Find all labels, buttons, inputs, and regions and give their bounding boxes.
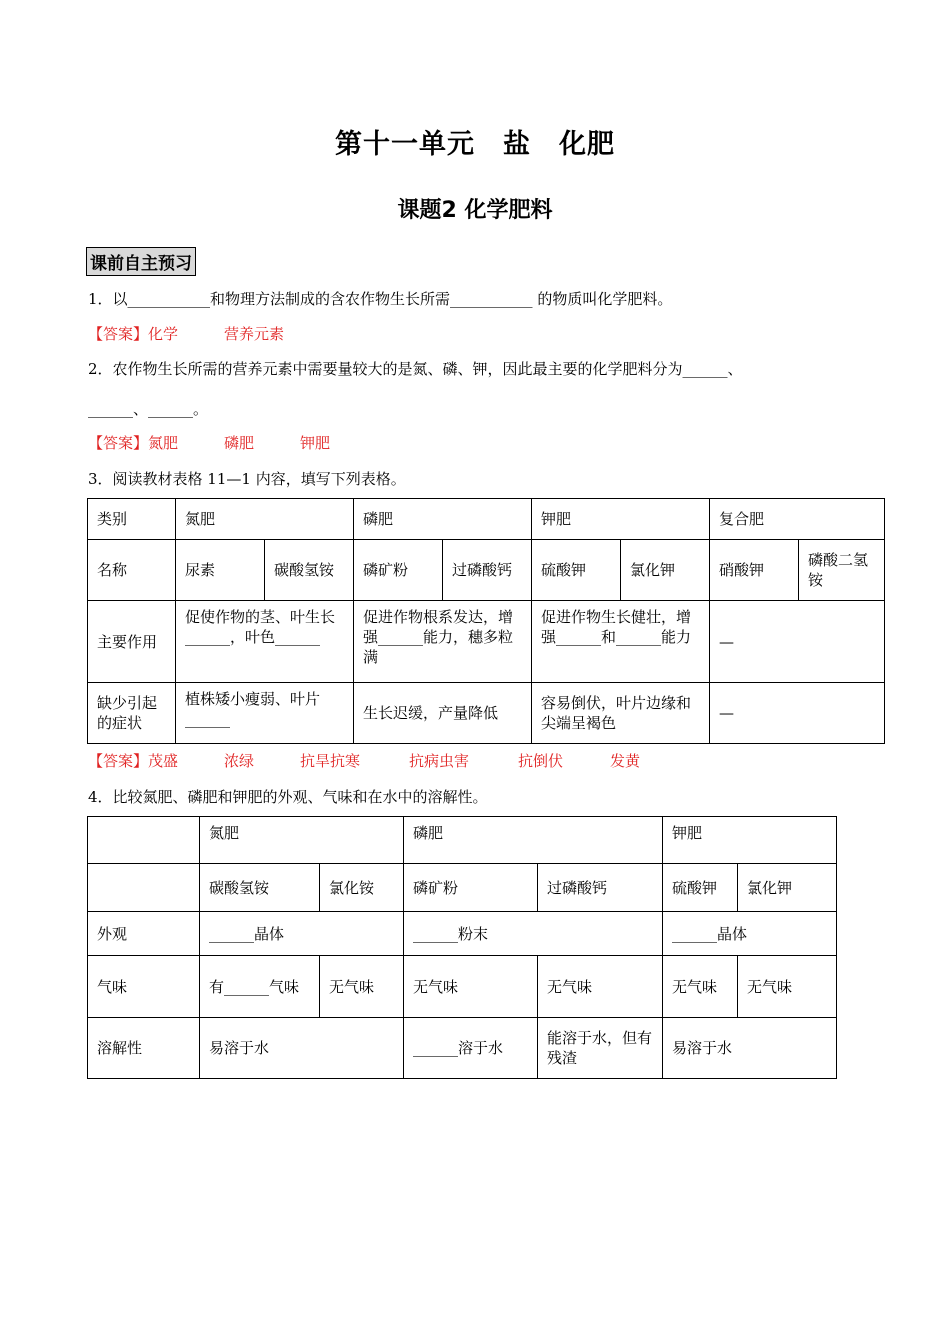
table-cell: 类别: [88, 499, 176, 540]
table-cell: 生长迟缓，产量降低: [354, 683, 532, 744]
table-cell: 气味: [88, 956, 200, 1018]
answer-item: 抗旱抗寒: [300, 752, 361, 770]
table-cell: 氯化钾: [621, 540, 710, 601]
table-cell: 易溶于水: [663, 1018, 837, 1079]
table-cell: 硫酸钾: [532, 540, 621, 601]
table-cell: 无气味: [738, 956, 837, 1018]
table-cell: —: [710, 601, 885, 683]
table-cell: 氯化铵: [320, 864, 404, 912]
table-cell: [88, 817, 200, 864]
answer-item: 浓绿: [224, 752, 255, 770]
question-4: 4．比较氮肥、磷肥和钾肥的外观、气味和在水中的溶解性。: [88, 788, 488, 806]
page-title: 第十一单元 盐 化肥: [335, 129, 615, 160]
table-cell: 硝酸钾: [710, 540, 799, 601]
table-cell: 溶解性: [88, 1018, 200, 1079]
table-cell: 磷肥: [404, 817, 663, 864]
question-3: 3．阅读教材表格 11—1 内容，填写下列表格。: [88, 470, 406, 488]
table-cell: 缺少引起的症状: [88, 683, 176, 744]
answer-label: 【答案】: [88, 434, 149, 452]
table-row: [88, 540, 885, 601]
table-cell: 促进作物根系发达，增强______能力，穗多粒满: [354, 601, 532, 683]
table-cell: 磷矿粉: [404, 864, 538, 912]
table-row: [88, 956, 837, 1018]
answer-item: 茂盛: [148, 752, 179, 770]
table-cell: ______晶体: [200, 912, 404, 956]
table-cell: 无气味: [663, 956, 738, 1018]
answer-item: 钾肥: [300, 434, 331, 452]
table-cell: 植株矮小瘦弱、叶片______: [176, 683, 354, 744]
table-cell: 过磷酸钙: [538, 864, 663, 912]
table-row: [88, 1018, 837, 1079]
table-cell: 复合肥: [710, 499, 885, 540]
table-row: [88, 601, 885, 683]
table-cell: 促进作物生长健壮，增强______和______能力: [532, 601, 710, 683]
table-cell: ______溶于水: [404, 1018, 538, 1079]
answer-item: 发黄: [610, 752, 641, 770]
table-cell: 氮肥: [200, 817, 404, 864]
fertilizer-table: [87, 498, 885, 744]
table-cell: ______晶体: [663, 912, 837, 956]
table-row: [88, 817, 837, 864]
answer-label: 【答案】: [88, 325, 149, 343]
table-cell: 无气味: [404, 956, 538, 1018]
table-cell: 过磷酸钙: [443, 540, 532, 601]
table-cell: 磷肥: [354, 499, 532, 540]
answer-1: [88, 323, 284, 344]
table-cell: 外观: [88, 912, 200, 956]
table-cell: 磷酸二氢铵: [799, 540, 885, 601]
table-cell: ______粉末: [404, 912, 663, 956]
table-cell: 磷矿粉: [354, 540, 443, 601]
answer-2: [88, 432, 330, 453]
table-cell: 促使作物的茎、叶生长______，叶色______: [176, 601, 354, 683]
table-cell: 氯化钾: [738, 864, 837, 912]
table-row: [88, 683, 885, 744]
table-cell: 碳酸氢铵: [265, 540, 354, 601]
table-cell: 硫酸钾: [663, 864, 738, 912]
table-cell: 无气味: [320, 956, 404, 1018]
lesson-subtitle: 课题2 化学肥料: [397, 198, 553, 223]
answer-item: 抗倒伏: [518, 752, 564, 770]
question-2-line-1: 2．农作物生长所需的营养元素中需要量较大的是氮、磷、钾，因此最主要的化学肥料分为______、: [88, 360, 743, 378]
answer-item: 磷肥: [224, 434, 255, 452]
table-cell: [88, 864, 200, 912]
section-heading: 课前自主预习: [86, 247, 196, 276]
comparison-table: [87, 816, 837, 1079]
table-row: [88, 499, 885, 540]
table-cell: 名称: [88, 540, 176, 601]
table-cell: 无气味: [538, 956, 663, 1018]
question-1: 1．以___________和物理方法制成的含农作物生长所需___________ 的物质叫化学肥料。: [88, 290, 673, 308]
table-cell: 钾肥: [663, 817, 837, 864]
answer-item: 抗病虫害: [409, 752, 470, 770]
table-cell: 主要作用: [88, 601, 176, 683]
table-cell: —: [710, 683, 885, 744]
table-row: [88, 912, 837, 956]
table-cell: 氮肥: [176, 499, 354, 540]
table-cell: 尿素: [176, 540, 265, 601]
table-cell: 能溶于水，但有残渣: [538, 1018, 663, 1079]
table-row: [88, 864, 837, 912]
table-cell: 钾肥: [532, 499, 710, 540]
table-cell: 碳酸氢铵: [200, 864, 320, 912]
answer-item: 营养元素: [224, 325, 285, 343]
table-cell: 容易倒伏，叶片边缘和尖端呈褐色: [532, 683, 710, 744]
answer-item: 氮肥: [148, 434, 179, 452]
answer-item: 化学: [148, 325, 179, 343]
table-cell: 有______气味: [200, 956, 320, 1018]
answer-3: [88, 750, 640, 771]
question-2-line-2: ______、______。: [88, 400, 209, 418]
table-cell: 易溶于水: [200, 1018, 404, 1079]
answer-label: 【答案】: [88, 752, 149, 770]
